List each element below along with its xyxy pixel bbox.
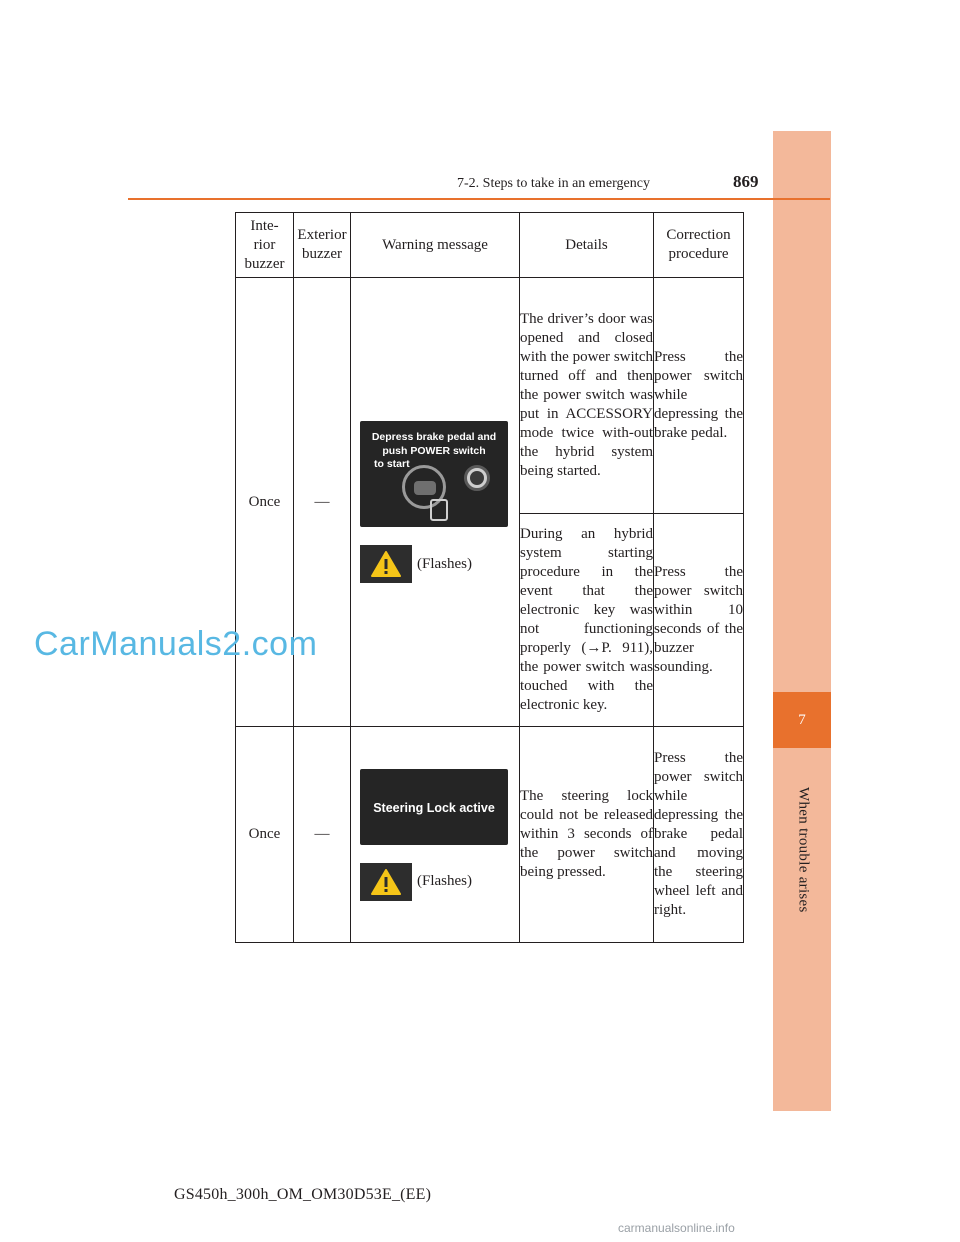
- power-button-center-icon: [470, 471, 484, 485]
- exterior-buzzer-cell: —: [294, 278, 351, 727]
- col-exterior-buzzer: Exterior buzzer: [294, 213, 351, 278]
- display-line: push POWER switch: [382, 445, 486, 457]
- table-row: [236, 727, 744, 943]
- flashes-label: (Flashes): [417, 873, 472, 890]
- chapter-number: 7: [773, 692, 831, 748]
- table-header-row: [236, 213, 744, 278]
- display-line: to start: [374, 458, 410, 470]
- warning-message-cell: [351, 278, 520, 727]
- warning-triangle-icon: [360, 863, 412, 901]
- details-cell: During an hybrid system starting procedure in the event that the electronic key was not functioning properly (→P. 911), the power switch was touched with the electronic key.: [520, 514, 654, 727]
- warning-triangle-icon: [360, 545, 412, 583]
- chapter-label: When trouble arises: [795, 787, 812, 913]
- display-line: Steering Lock active: [373, 800, 495, 815]
- interior-buzzer-cell: Once: [236, 727, 294, 943]
- display-message-brake-power: [360, 421, 508, 527]
- warning-message-cell: [351, 727, 520, 943]
- col-correction: Correction procedure: [654, 213, 744, 278]
- page-number: 869: [733, 172, 759, 191]
- correction-cell: Press the power switch while depressing the brake pedal and moving the steering wheel left and right.: [654, 727, 744, 943]
- col-interior-buzzer: Inte- rior buzzer: [236, 213, 294, 278]
- watermark-text: CarManuals2.com: [34, 625, 318, 663]
- details-cell: The steering lock could not be released within 3 seconds of the power switch being pressed.: [520, 727, 654, 943]
- footer-code: GS450h_300h_OM_OM30D53E_(EE): [174, 1186, 432, 1203]
- warning-table: [235, 212, 744, 943]
- steering-hub-icon: [414, 481, 436, 495]
- section-title: 7-2. Steps to take in an emergency: [457, 176, 650, 191]
- col-warning-message: Warning message: [351, 213, 520, 278]
- brake-pedal-icon: [430, 499, 448, 521]
- correction-cell: Press the power switch within 10 seconds of the buzzer sounding.: [654, 514, 744, 727]
- table-row: [236, 278, 744, 514]
- details-cell: The driver’s door was opened and closed with the power switch turned off and then the power switch was put in ACCESSORY mode twice with-out the hybrid system being started.: [520, 278, 654, 514]
- side-tab: [773, 131, 831, 1111]
- header-divider: [128, 198, 830, 200]
- display-line: Depress brake pedal and: [371, 431, 497, 443]
- col-details: Details: [520, 213, 654, 278]
- exterior-buzzer-cell: —: [294, 727, 351, 943]
- display-message-steering-lock: [360, 769, 508, 845]
- correction-cell: Press the power switch while depressing the brake pedal.: [654, 278, 744, 514]
- interior-buzzer-cell: Once: [236, 278, 294, 727]
- footer-logo-text: carmanualsonline.info: [618, 1221, 735, 1235]
- flashes-label: (Flashes): [417, 555, 472, 572]
